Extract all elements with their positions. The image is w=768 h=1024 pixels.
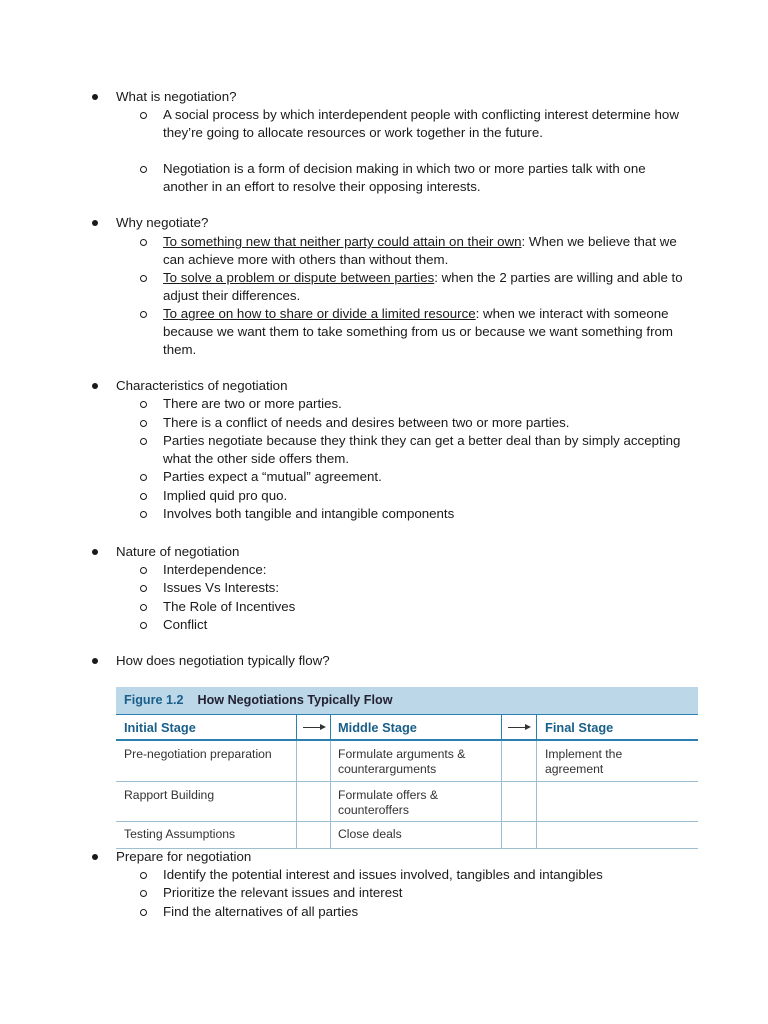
sub-bullet-icon <box>140 420 147 427</box>
list-item: Involves both tangible and intangible components <box>163 506 455 521</box>
sub-bullet-icon <box>140 239 147 246</box>
section-heading: How does negotiation typically flow? <box>116 653 330 668</box>
table-cell: Formulate arguments & counterarguments <box>338 747 466 776</box>
flow-figure <box>116 687 698 848</box>
sub-bullet-icon <box>140 890 147 897</box>
sub-bullet-icon <box>140 604 147 611</box>
sub-bullet-icon <box>140 585 147 592</box>
section-heading: Prepare for negotiation <box>116 849 252 864</box>
underlined-phrase: To solve a problem or dispute between parties <box>163 270 435 285</box>
row-divider <box>116 821 698 822</box>
sub-bullet-icon <box>140 401 147 408</box>
table-cell: Formulate offers & counteroffers <box>338 788 439 817</box>
column-divider <box>296 741 297 848</box>
arrow-right-icon <box>508 727 526 728</box>
list-item: Find the alternatives of all parties <box>163 904 359 919</box>
list-item: There is a conflict of needs and desires between two or more parties. <box>163 415 570 430</box>
list-item: Conflict <box>163 617 208 632</box>
underlined-phrase: To agree on how to share or divide a limited resource <box>163 306 476 321</box>
column-divider <box>330 741 331 848</box>
list-item: Implied quid pro quo. <box>163 488 288 503</box>
bullet-icon <box>92 220 98 226</box>
stage-initial: Initial Stage <box>124 720 196 735</box>
table-cell: Close deals <box>338 827 402 841</box>
underlined-phrase: To something new that neither party could attain on their own <box>163 234 522 249</box>
column-divider <box>536 741 537 848</box>
column-divider <box>330 715 331 742</box>
bullet-icon <box>92 854 98 860</box>
table-cell: Pre-negotiation preparation <box>124 747 272 761</box>
table-cell: Rapport Building <box>124 788 215 802</box>
sub-bullet-icon <box>140 474 147 481</box>
sub-bullet-icon <box>140 622 147 629</box>
sub-bullet-icon <box>140 311 147 318</box>
sub-bullet-icon <box>140 438 147 445</box>
section-heading: What is negotiation? <box>116 89 237 104</box>
sub-bullet-icon <box>140 872 147 879</box>
bullet-icon <box>92 383 98 389</box>
section-heading: Nature of negotiation <box>116 544 240 559</box>
sub-bullet-icon <box>140 567 147 574</box>
section-heading: Why negotiate? <box>116 215 209 230</box>
list-item: Interdependence: <box>163 562 267 577</box>
list-item <box>163 305 683 360</box>
column-divider <box>536 715 537 742</box>
list-item: Negotiation is a form of decision making in which two or more parties talk with one another in an effort to resolve their opposing interests. <box>163 161 646 195</box>
section-heading: Characteristics of negotiation <box>116 378 288 393</box>
item-text: : when the 2 parties are willing and able to adjust their differences. <box>163 270 683 304</box>
column-divider <box>501 715 502 742</box>
sub-bullet-icon <box>140 493 147 500</box>
list-item: The Role of Incentives <box>163 599 296 614</box>
list-item <box>163 269 683 305</box>
item-text: : When we believe that we can achieve more with others than without them. <box>163 234 677 268</box>
figure-title: How Negotiations Typically Flow <box>197 693 393 707</box>
table-cell: Testing Assumptions <box>124 827 236 841</box>
list-item <box>163 233 683 269</box>
figure-number: Figure 1.2 <box>124 693 184 707</box>
list-item: A social process by which interdependent people with conflicting interest determine how they’re going to allocate resources or work together in the future. <box>163 107 679 141</box>
list-item: There are two or more parties. <box>163 396 342 411</box>
list-item: Parties negotiate because they think they can get a better deal than by simply accepting what the other side offers them. <box>163 433 681 467</box>
sub-bullet-icon <box>140 511 147 518</box>
sub-bullet-icon <box>140 275 147 282</box>
list-item: Identify the potential interest and issues involved, tangibles and intangibles <box>163 867 603 882</box>
arrow-right-icon <box>303 727 321 728</box>
bullet-icon <box>92 549 98 555</box>
bullet-icon <box>92 658 98 664</box>
sub-bullet-icon <box>140 909 147 916</box>
sub-bullet-icon <box>140 112 147 119</box>
figure-header <box>116 687 698 714</box>
table-cell: Implement the agreement <box>545 747 623 776</box>
row-divider <box>116 781 698 782</box>
column-divider <box>296 715 297 742</box>
item-text: : when we interact with someone because we want them to take something from us or because we want something from them. <box>163 306 673 358</box>
stage-final: Final Stage <box>545 720 614 735</box>
bullet-icon <box>92 94 98 100</box>
table-header-row <box>116 714 698 741</box>
figure-caption <box>124 693 393 707</box>
list-item: Issues Vs Interests: <box>163 580 280 595</box>
list-item: Parties expect a “mutual” agreement. <box>163 469 382 484</box>
sub-bullet-icon <box>140 166 147 173</box>
list-item: Prioritize the relevant issues and interest <box>163 885 403 900</box>
stage-middle: Middle Stage <box>338 720 417 735</box>
flow-table <box>116 714 698 849</box>
column-divider <box>501 741 502 848</box>
